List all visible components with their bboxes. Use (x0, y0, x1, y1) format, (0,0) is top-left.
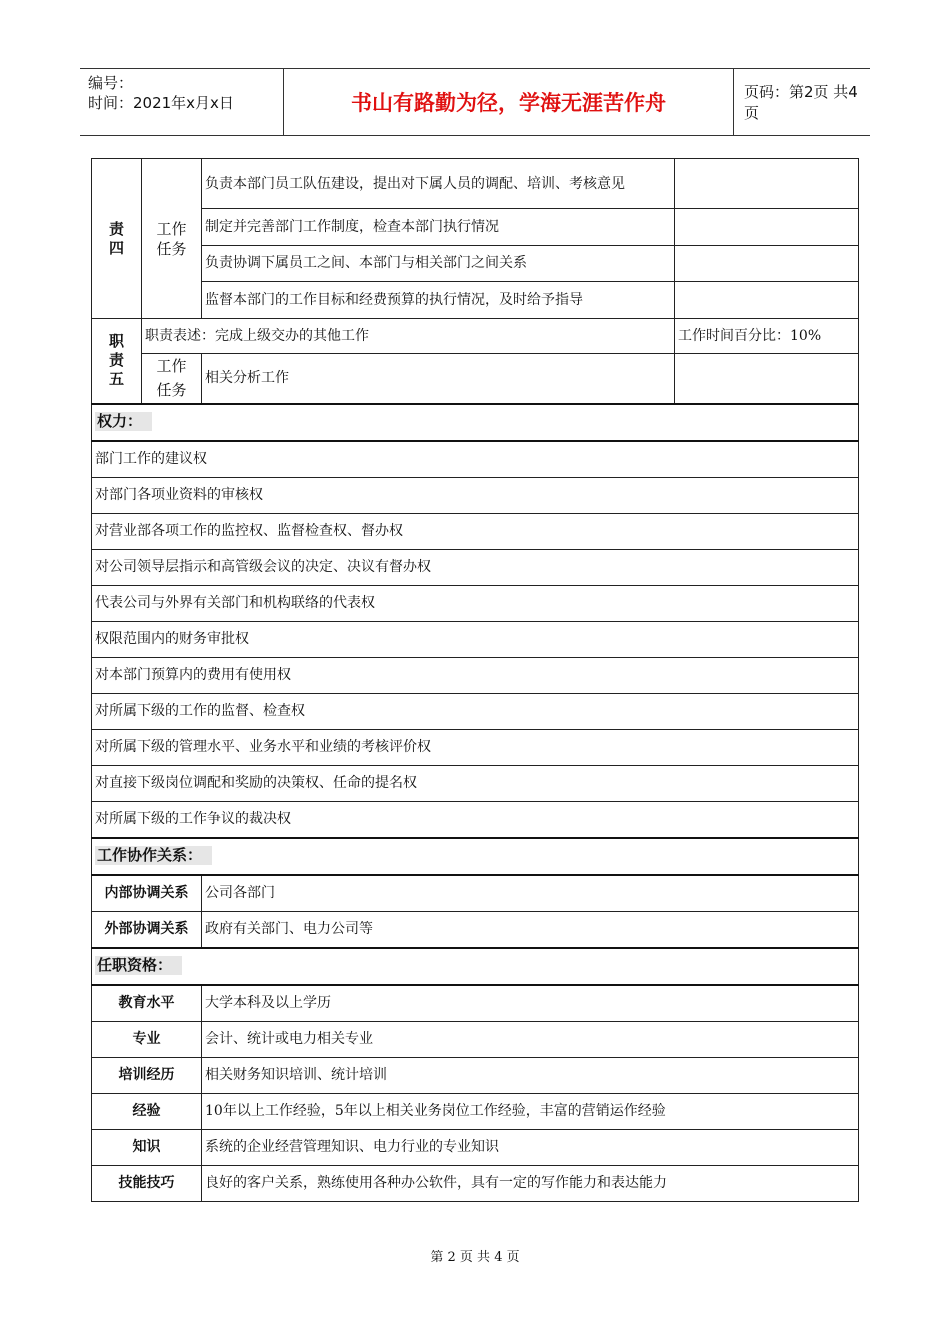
duty5-description: 职责表述：完成上级交办的其他工作 (142, 319, 675, 354)
qualification-value: 大学本科及以上学历 (202, 985, 859, 1022)
duty4-label-line2: 四 (108, 238, 124, 257)
qualification-row (92, 1057, 859, 1093)
powers-title: 权力： (95, 412, 152, 431)
duty4-task-3-extra (675, 246, 859, 282)
power-row (92, 585, 859, 621)
external-coordination-value: 政府有关部门、电力公司等 (202, 911, 859, 948)
header-meta (80, 69, 283, 135)
duty4-task-4: 监督本部门的工作目标和经费预算的执行情况，及时给予指导 (202, 282, 675, 319)
power-item: 对营业部各项工作的监控权、监督检查权、督办权 (92, 513, 859, 549)
qualification-label: 培训经历 (92, 1057, 202, 1093)
duty5-task-1-extra (675, 354, 859, 404)
qualification-label: 经验 (92, 1093, 202, 1129)
power-row (92, 477, 859, 513)
power-item: 对所属下级的工作争议的裁决权 (92, 801, 859, 838)
qualification-value: 会计、统计或电力相关专业 (202, 1021, 859, 1057)
qualification-label: 知识 (92, 1129, 202, 1165)
doc-date-label: 时间：2021年x月x日 (88, 94, 234, 112)
qualification-value: 良好的客户关系，熟练使用各种办公软件，具有一定的写作能力和表达能力 (202, 1165, 859, 1201)
qualification-label: 技能技巧 (92, 1165, 202, 1201)
duty5-task-1: 相关分析工作 (202, 354, 675, 404)
internal-coordination-value: 公司各部门 (202, 875, 859, 912)
duty4-label-line1: 责 (108, 219, 124, 238)
powers-section-header (92, 404, 859, 441)
external-coordination-row (92, 911, 859, 948)
duty5-label-line2: 责 (108, 351, 124, 370)
power-row (92, 621, 859, 657)
power-row (92, 765, 859, 801)
power-item: 对直接下级岗位调配和奖励的决策权、任命的提名权 (92, 765, 859, 801)
qualification-row (92, 1021, 859, 1057)
qualification-value: 系统的企业经营管理知识、电力行业的专业知识 (202, 1129, 859, 1165)
header-motto: 书山有路勤为径，学海无涯苦作舟 (283, 69, 734, 135)
duty5-time-percent: 工作时间百分比：10% (675, 319, 859, 354)
duty4-task-4-extra (675, 282, 859, 319)
power-item: 对所属下级的工作的监督、检查权 (92, 693, 859, 729)
qualification-row (92, 1165, 859, 1201)
qualification-row (92, 1129, 859, 1165)
power-item: 代表公司与外界有关部门和机构联络的代表权 (92, 585, 859, 621)
external-coordination-label: 外部协调关系 (92, 911, 202, 948)
duty5-label (92, 319, 142, 404)
power-row (92, 693, 859, 729)
page-footer: 第 2 页 共 4 页 (430, 1250, 520, 1265)
header-page-label: 页码：第2页 共4页 (744, 83, 858, 122)
power-row (92, 657, 859, 693)
duty4-task-3: 负责协调下属员工之间、本部门与相关部门之间关系 (202, 246, 675, 282)
duty5-description-row (92, 319, 859, 354)
cooperation-title: 工作协作关系： (95, 846, 212, 865)
duty4-task-row (92, 159, 859, 209)
duty5-label-line1: 职 (108, 332, 124, 351)
duty4-task-1-extra (675, 159, 859, 209)
qualification-label: 教育水平 (92, 985, 202, 1022)
qualification-value: 10年以上工作经验，5年以上相关业务岗位工作经验，丰富的营销运作经验 (202, 1093, 859, 1129)
internal-coordination-row (92, 875, 859, 912)
duty4-label (92, 159, 142, 319)
power-item: 对公司领导层指示和高管级会议的决定、决议有督办权 (92, 549, 859, 585)
duty4-task-row (92, 282, 859, 319)
power-item: 对所属下级的管理水平、业务水平和业绩的考核评价权 (92, 729, 859, 765)
page-header (80, 68, 870, 136)
duty5-task-row (92, 354, 859, 404)
duty4-task-row (92, 209, 859, 246)
qualifications-title: 任职资格： (95, 956, 182, 975)
duty4-task-2: 制定并完善部门工作制度，检查本部门执行情况 (202, 209, 675, 246)
duty4-task-1: 负责本部门员工队伍建设，提出对下属人员的调配、培训、考核意见 (202, 159, 675, 209)
power-item: 对部门各项业资料的审核权 (92, 477, 859, 513)
qualification-label: 专业 (92, 1021, 202, 1057)
qualification-value: 相关财务知识培训、统计培训 (202, 1057, 859, 1093)
job-description-table (91, 158, 859, 1202)
power-row (92, 441, 859, 478)
duty5-label-line3: 五 (108, 370, 124, 389)
duty5-task-label: 工作任务 (142, 354, 202, 404)
duty4-task-row (92, 246, 859, 282)
power-row (92, 729, 859, 765)
qualification-row (92, 985, 859, 1022)
power-item: 对本部门预算内的费用有使用权 (92, 657, 859, 693)
duty4-task-2-extra (675, 209, 859, 246)
power-item: 权限范围内的财务审批权 (92, 621, 859, 657)
qualification-row (92, 1093, 859, 1129)
qualifications-section-header (92, 948, 859, 985)
cooperation-section-header (92, 838, 859, 875)
power-row (92, 513, 859, 549)
doc-number-label: 编号： (88, 74, 134, 92)
power-row (92, 801, 859, 838)
power-item: 部门工作的建议权 (92, 441, 859, 478)
duty4-task-label: 工作任务 (142, 159, 202, 319)
power-row (92, 549, 859, 585)
internal-coordination-label: 内部协调关系 (92, 875, 202, 912)
